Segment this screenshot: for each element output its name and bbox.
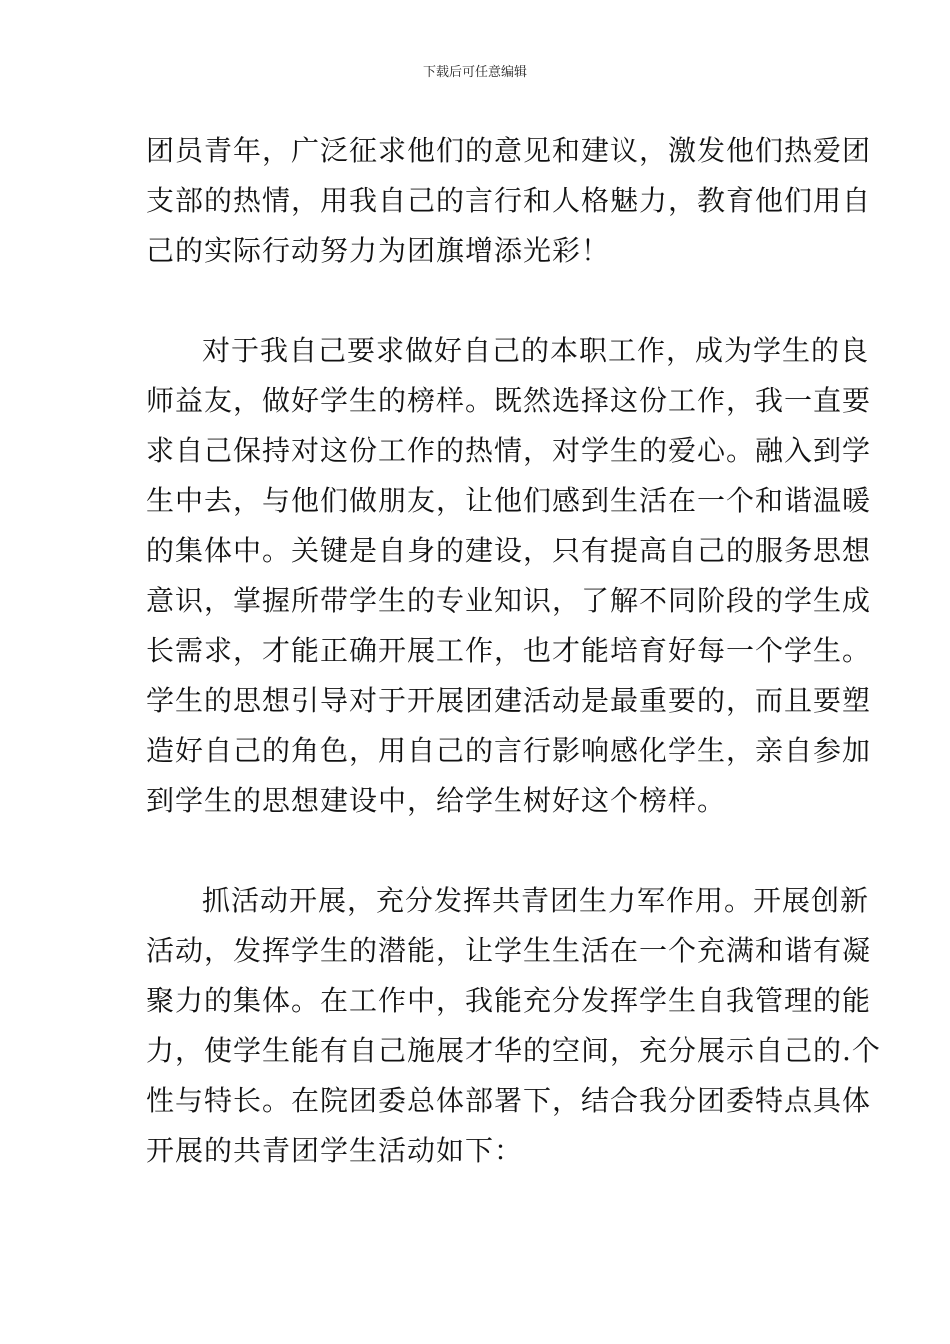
paragraph-line: 求自己保持对这份工作的热情，对学生的爱心。融入到学 [146,434,872,467]
paragraph-line: 支部的热情，用我自己的言行和人格魅力，教育他们用自 [146,184,872,217]
paragraph-line: 意识，掌握所带学生的专业知识，了解不同阶段的学生成 [146,584,872,617]
paragraph-line: 聚力的集体。在工作中，我能充分发挥学生自我管理的能 [146,984,872,1017]
paragraph-line: 对于我自己要求做好自己的本职工作，成为学生的良 [202,334,870,367]
paragraph-line: 长需求，才能正确开展工作，也才能培育好每一个学生。 [146,634,872,667]
paragraph-line: 到学生的思想建设中，给学生树好这个榜样。 [146,784,727,817]
paragraph-line: 活动，发挥学生的潜能，让学生生活在一个充满和谐有凝 [146,934,872,967]
paragraph-spacer [146,276,810,326]
paragraph-line: 造好自己的角色，用自己的言行影响感化学生，亲自参加 [146,734,872,767]
paragraph-line: 开展的共青团学生活动如下： [146,1134,524,1167]
paragraph-2 [146,326,872,826]
paragraph-line: 师益友，做好学生的榜样。既然选择这份工作，我一直要 [146,384,872,417]
paragraph-line: 的集体中。关键是自身的建设，只有提高自己的服务思想 [146,534,872,567]
paragraph-line: 抓活动开展，充分发挥共青团生力军作用。开展创新 [202,884,870,917]
paragraph-line: 生中去，与他们做朋友，让他们感到生活在一个和谐温暖 [146,484,872,517]
paragraph-line: 性与特长。在院团委总体部署下，结合我分团委特点具体 [146,1084,872,1117]
paragraph-line: 学生的思想引导对于开展团建活动是最重要的，而且要塑 [146,684,872,717]
document-body [146,126,881,1176]
paragraph-3 [146,876,881,1176]
paragraph-spacer [146,826,810,876]
paragraph-1 [146,126,872,276]
paragraph-line: 力，使学生能有自己施展才华的空间，充分展示自己的.个 [146,1034,881,1067]
paragraph-line: 团员青年，广泛征求他们的意见和建议，激发他们热爱团 [146,134,872,167]
page-header: 下载后可任意编辑 [422,65,527,80]
paragraph-line: 己的实际行动努力为团旗增添光彩！ [146,234,611,267]
